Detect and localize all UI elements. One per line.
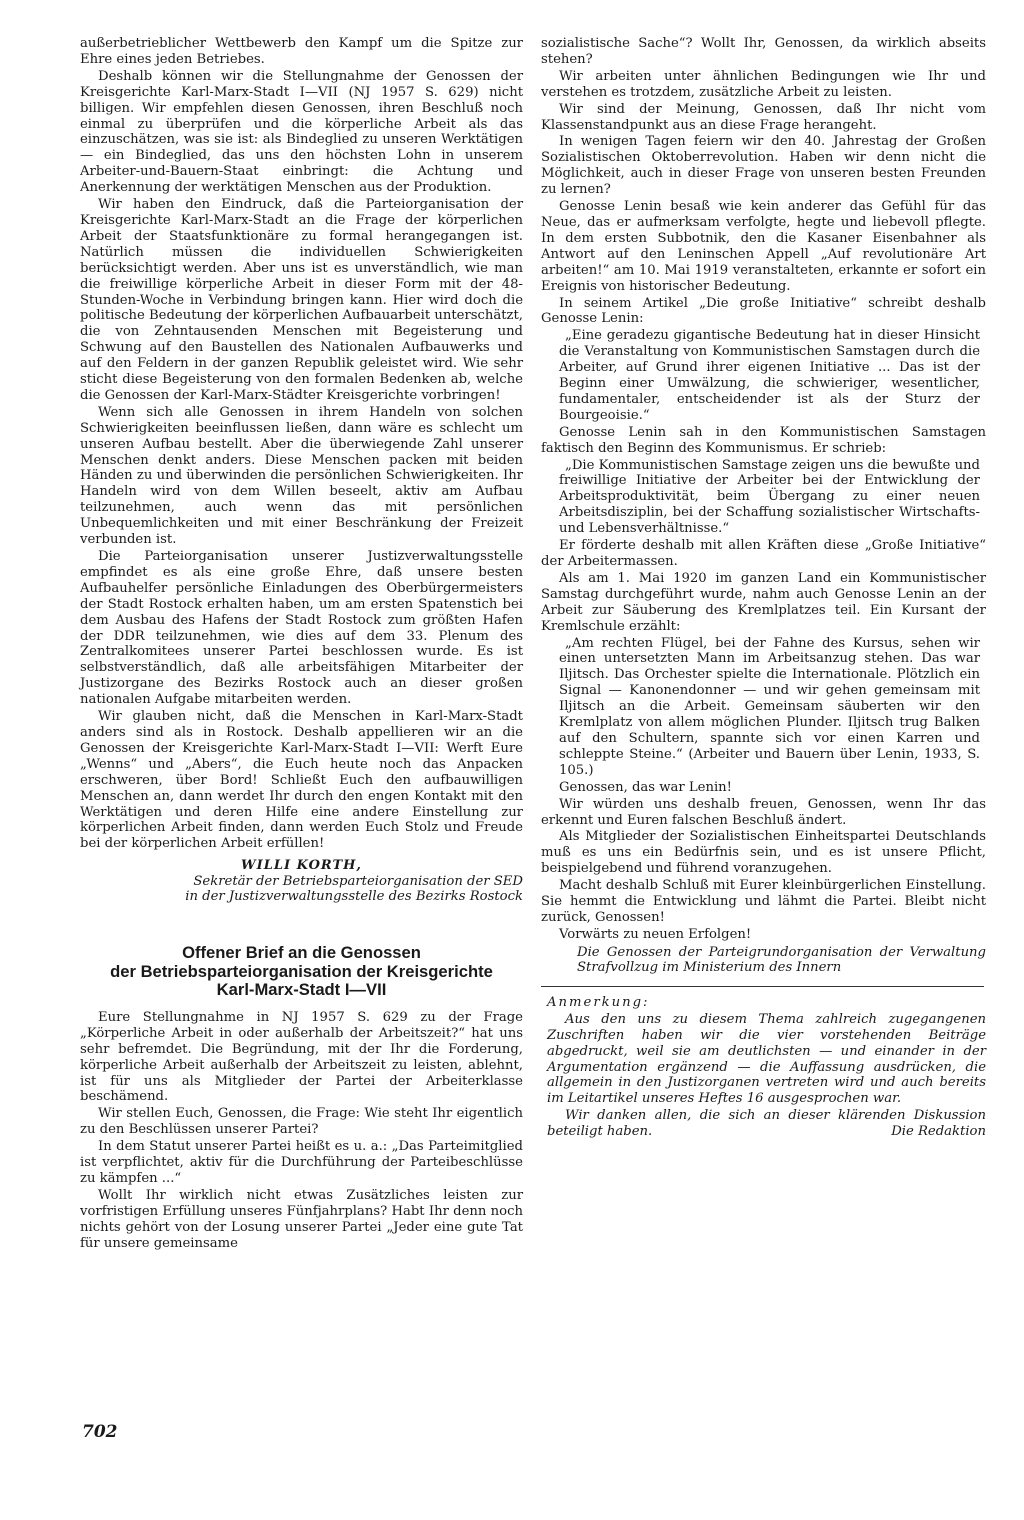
- paragraph: Er förderte deshalb mit allen Kräften diese „Große Initiative“ der Arbeitermassen.: [541, 538, 986, 569]
- paragraph: Genosse Lenin besaß wie kein anderer das Gefühl für das Neue, das er aufmerksam verfolgte, hegte und liebevoll pflegte. In dem ersten Subbotnik, den die Kasaner Eisenbahner als Antwort auf den Leninschen Appell „Auf revolutionäre Art arbeiten!“ am 10. Mai 1919 veranstalteten, erkannte er sofort ein Ereignis von historischer Bedeutung.: [541, 199, 986, 294]
- signature-role: [80, 874, 523, 904]
- paragraph: Wir arbeiten unter ähnlichen Bedingungen wie Ihr und verstehen es trotzdem, zusätzliche Arbeit zu leisten.: [541, 68, 986, 100]
- signature: Die Genossen der Parteigrundorganisation der Verwaltung Strafvollzug im Ministerium des Innern: [577, 944, 986, 976]
- paragraph: Wir stellen Euch, Genossen, die Frage: Wie steht Ihr eigentlich zu den Beschlüssen unserer Partei?: [80, 1106, 523, 1138]
- paragraph: Deshalb können wir die Stellungnahme der Genossen der Kreisgerichte Karl-Marx-Stadt I—VII (NJ 1957 S. 629) nicht billigen. Wir empfehlen diesen Genossen, ihren Beschluß noch einmal zu überprüfen und die körperliche Arbeit als das einzuschätzen, was sie ist: als Bindeglied zu unseren Werktätigen — ein Bindeglied, das uns den höchsten Lohn in unserem Arbeiter-und-Bauern-Staat einbringt: die Achtung und Anerkennung der werktätigen Menschen aus der Produktion.: [80, 68, 523, 196]
- paragraph: In dem Statut unserer Partei heißt es u. a.: „Das Parteimitglied ist verpflichtet, aktiv für die Durchführung der Parteibeschlüsse zu kämpfen ...“: [80, 1139, 523, 1186]
- paragraph: Vorwärts zu neuen Erfolgen!: [559, 926, 752, 942]
- paragraph: In wenigen Tagen feiern wir den 40. Jahrestag der Großen Sozialistischen Oktoberrevolution. Haben wir denn nicht die Möglichkeit, auch in dieser Frage von unseren besten Freunden zu lernen?: [541, 134, 986, 198]
- signature-name: WILLI KORTH,: [241, 858, 362, 874]
- note-paragraph: Aus den uns zu diesem Thema zahlreich zugegangenen Zuschriften haben wir die vier vorstehenden Beiträge abgedruckt, weil sie am deutlichsten — und einander in der Argumentation ergänzend — die Auffassung ausdrücken, die allgemein in den Justizorganen vertreten wird und auch bereits im Leitartikel unseres Heftes 16 ausgesprochen war.: [547, 1011, 986, 1107]
- paragraph: Wenn sich alle Genossen in ihrem Handeln von solchen Schwierigkeiten beeinflussen ließen, dann wäre es schlecht um unseren Aufbau bestellt. Aber die überwiegende Zahl unserer Menschen denkt anders. Diese Menschen packen mit beiden Händen zu und überwinden die persönlichen Schwierigkeiten. Ihr Handeln wird von dem Willen beseelt, aktiv am Aufbau teilzunehmen, auch wenn das mit persönlichen Unbequemlichkeiten und mit einer Beschränkung der Freizeit verbunden ist.: [80, 404, 523, 548]
- article-title-line: Karl-Marx-Stadt I—VII: [216, 980, 387, 1000]
- paragraph: Wir glauben nicht, daß die Menschen in Karl-Marx-Stadt anders sind als in Rostock. Deshalb appellieren wir an die Genossen der Kreisgerichte Karl-Marx-Stadt I—VII: Werft Eure „Wenns“ und „Abers“, die Euch heute noch das Anpacken erschweren, über Bord! Schließt Euch den aufbauwilligen Menschen an, dann werdet Ihr durch den engen Kontakt mit den Werktätigen und deren Hilfe eine andere Einstellung zur körperlichen Arbeit finden, dann werden Euch Stolz und Freude bei der körperlichen Arbeit erfüllen!: [80, 709, 523, 852]
- signature-role-line: Sekretär der Betriebsparteiorganisation der SED: [193, 874, 523, 890]
- divider: [541, 986, 984, 987]
- paragraph: außerbetrieblicher Wettbewerb den Kampf um die Spitze zur Ehre eines jeden Betriebes.: [80, 36, 523, 67]
- note-editor: Die Redaktion: [891, 1124, 986, 1140]
- paragraph: Wir würden uns deshalb freuen, Genossen, wenn Ihr das erkennt und Euren falschen Beschluß ändert.: [541, 796, 986, 828]
- article-title: [80, 944, 523, 1000]
- block-quote: [541, 636, 986, 779]
- editor-note: [541, 995, 986, 1140]
- block-quote: [541, 458, 986, 538]
- quote-text: „Die Kommunistischen Samstage zeigen uns die bewußte und freiwillige Initiative der Arbeiter bei der Entwicklung der Arbeitsproduktivität, beim Übergang zu einer neuen Arbeitsdisziplin, bei der Schaffung sozialistischer Wirtschafts- und Lebensverhältnisse.“: [559, 457, 980, 537]
- paragraph: Genossen, das war Lenin!: [559, 779, 732, 795]
- page-number: 702: [82, 1422, 118, 1442]
- note-thanks: [541, 1108, 986, 1140]
- paragraph: Genosse Lenin sah in den Kommunistischen Samstagen faktisch den Beginn des Kommunismus. Er schrieb:: [541, 424, 986, 456]
- article-title-line: der Betriebsparteiorganisation der Kreisgerichte: [110, 961, 493, 981]
- paragraph: Macht deshalb Schluß mit Eurer kleinbürgerlichen Einstellung. Sie hemmt die Entwicklung und lähmt die Partei. Bleibt nicht zurück, Genossen!: [541, 878, 986, 925]
- right-column: [541, 36, 986, 1140]
- paragraph: sozialistische Sache“? Wollt Ihr, Genossen, da wirklich abseits stehen?: [541, 36, 986, 67]
- note-thanks-text: Wir danken allen, die sich an dieser klärenden Diskussion beteiligt haben.: [547, 1108, 986, 1140]
- signature-role-line: in der Justizverwaltungsstelle des Bezirks Rostock: [185, 889, 523, 905]
- paragraph: Wir sind der Meinung, Genossen, daß Ihr nicht vom Klassenstandpunkt aus an diese Frage herangeht.: [541, 101, 986, 133]
- quote-text: „Eine geradezu gigantische Bedeutung hat in dieser Hinsicht die Veranstaltung von Kommunistischen Samstagen durch die Arbeiter, auf Grund ihrer eigenen Initiative ... Das ist der Beginn einer Umwälzung, die schwieriger, wesentlicher, fundamentaler, entscheidender ist als der Sturz der Bourgeoisie.“: [559, 328, 980, 423]
- paragraph: Als am 1. Mai 1920 im ganzen Land ein Kommunistischer Samstag durchgeführt wurde, nahm auch Genosse Lenin an der Arbeit zur Säuberung des Kremlplatzes teil. Ein Kursant der Kremlschule erzählt:: [541, 570, 986, 634]
- paragraph: Als Mitglieder der Sozialistischen Einheitspartei Deutschlands muß es uns ein Bedürfnis sein, und es ist unsere Pflicht, beispielgebend und führend voranzugehen.: [541, 829, 986, 877]
- paragraph: Wollt Ihr wirklich nicht etwas Zusätzliches leisten zur vorfristigen Erfüllung unseres Fünfjahrplans? Habt Ihr denn noch nichts gehört von der Losung unserer Partei „Jeder eine gute Tat für unsere gemeinsame: [80, 1187, 523, 1251]
- note-heading: Anmerkung:: [547, 994, 650, 1010]
- article-title-line: Offener Brief an die Genossen: [182, 943, 421, 963]
- paragraph: In seinem Artikel „Die große Initiative“ schreibt deshalb Genosse Lenin:: [541, 295, 986, 327]
- paragraph: Die Parteiorganisation unserer Justizverwaltungsstelle empfindet es als eine große Ehre, daß unsere besten Aufbauhelfer persönliche Einladungen des Oberbürgermeisters der Stadt Rostock erhalten haben, um am ersten Spatenstich bei dem Ausbau des Hafens der Stadt Rostock zum größten Hafen der DDR teilzunehmen, wie dies auf dem 33. Plenum des Zentralkomitees unserer Partei beschlossen wurde. Es ist selbstverständlich, daß alle arbeitsfähigen Mitarbeiter der Justizorgane des Bezirks Rostock auch an dieser großen nationalen Aufgabe mitarbeiten werden.: [80, 549, 523, 708]
- paragraph: Wir haben den Eindruck, daß die Parteiorganisation der Kreisgerichte Karl-Marx-Stadt an die Frage der körperlichen Arbeit der Staatsfunktionäre zu formal herangegangen ist. Natürlich müssen die individuellen Schwierigkeiten berücksichtigt werden. Aber uns ist es unverständlich, wie man die freiwillige körperliche Arbeit in dieser Form mit der 48-Stunden-Woche in Verbindung bringen kann. Hier wird doch die politische Bedeutung der körperlichen Aufbauarbeit unterschätzt, die von Zehntausenden Menschen mit Begeisterung und Schwung auf den Baustellen des Nationalen Aufbauwerks und auf den Feldern in der ganzen Republik geleistet wird. Wie sehr sticht diese Begeisterung von den formalen Bedenken ab, welche die Genossen der Karl-Marx-Städter Kreisgerichte vorbringen!: [80, 197, 523, 403]
- left-column: [80, 36, 523, 1252]
- paragraph: Eure Stellungnahme in NJ 1957 S. 629 zu der Frage „Körperliche Arbeit in oder außerhalb der Arbeitszeit?“ hat uns sehr befremdet. Die Begründung, mit der Ihr die Forderung, körperliche Arbeit außerhalb der Arbeitszeit zu leisten, ablehnt, ist für uns als Mitglieder der Partei der Arbeiterklasse beschämend.: [80, 1009, 523, 1105]
- quote-text: „Am rechten Flügel, bei der Fahne des Kursus, sehen wir einen untersetzten Mann im Arbeitsanzug stehen. Das war Iljitsch. Das Orchester spielte die Internationale. Plötzlich ein Signal — Kanonendonner — und wir gehen gemeinsam mit Iljitsch an die Arbeit. Gemeinsam säuberten wir den Kremlplatz von allem möglichen Plunder. Iljitsch trug Balken auf den Schultern, spannte sich vor einen Karren und schleppte Steine.“ (Arbeiter und Bauern über Lenin, 1933, S. 105.): [559, 635, 980, 778]
- block-quote: [541, 328, 986, 423]
